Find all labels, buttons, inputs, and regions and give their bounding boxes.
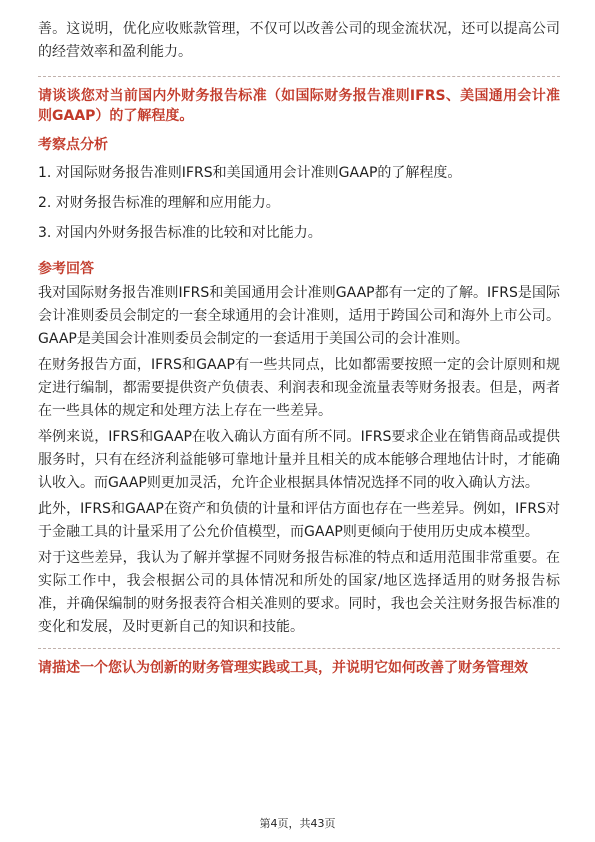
next-question-heading: 请描述一个您认为创新的财务管理实践或工具，并说明它如何改善了财务管理效 xyxy=(38,660,528,676)
analysis-title: 考察点分析 xyxy=(38,137,108,153)
question-heading: 请谈谈您对当前国内外财务报告标准（如国际财务报告准则IFRS、美国通用会计准则GAAP）的了解程度。 xyxy=(38,88,560,124)
answer-paragraph: 对于这些差异，我认为了解并掌握不同财务报告标准的特点和适用范围非常重要。在实际工作中，我会根据公司的具体情况和所处的国家/地区选择适用的财务报告标准，并确保编制的财务报表符合相关准则的要求。同时，我也会关注财务报告标准的变化和发展，及时更新自己的知识和技能。 xyxy=(38,550,560,635)
analysis-point: 1. 对国际财务报告准则IFRS和美国通用会计准则GAAP的了解程度。 xyxy=(38,165,462,181)
answer-paragraph: 举例来说，IFRS和GAAP在收入确认方面有所不同。IFRS要求企业在销售商品或提供服务时，只有在经济利益能够可靠地计量并且相关的成本能够合理地估计时，才能确认收入。而GAAP则更加灵活，允许企业根据具体情况选择不同的收入确认方法。 xyxy=(38,429,560,491)
analysis-point: 2. 对财务报告标准的理解和应用能力。 xyxy=(38,195,280,211)
page-content xyxy=(38,18,560,686)
page-number: 第4页，共43页 xyxy=(259,817,336,830)
question-divider xyxy=(38,76,560,77)
answer-title: 参考回答 xyxy=(38,261,94,277)
analysis-point: 3. 对国内外财务报告标准的比较和对比能力。 xyxy=(38,225,322,241)
continued-paragraph: 善。这说明，优化应收账款管理，不仅可以改善公司的现金流状况，还可以提高公司的经营效率和盈利能力。 xyxy=(38,21,560,60)
answer-paragraph: 我对国际财务报告准则IFRS和美国通用会计准则GAAP都有一定的了解。IFRS是国际会计准则委员会制定的一套全球通用的会计准则，适用于跨国公司和海外上市公司。GAAP是美国会计准则委员会制定的一套适用于美国公司的会计准则。 xyxy=(38,285,560,347)
question-divider xyxy=(38,648,560,649)
answer-paragraph: 此外，IFRS和GAAP在资产和负债的计量和评估方面也存在一些差异。例如，IFRS对于金融工具的计量采用了公允价值模型，而GAAP则更倾向于使用历史成本模型。 xyxy=(38,501,560,540)
answer-paragraph: 在财务报告方面，IFRS和GAAP有一些共同点，比如都需要按照一定的会计原则和规定进行编制，都需要提供资产负债表、利润表和现金流量表等财务报表。但是，两者在一些具体的规定和处理方法上存在一些差异。 xyxy=(38,357,560,419)
analysis-points xyxy=(38,158,560,248)
answer-body xyxy=(38,282,560,639)
